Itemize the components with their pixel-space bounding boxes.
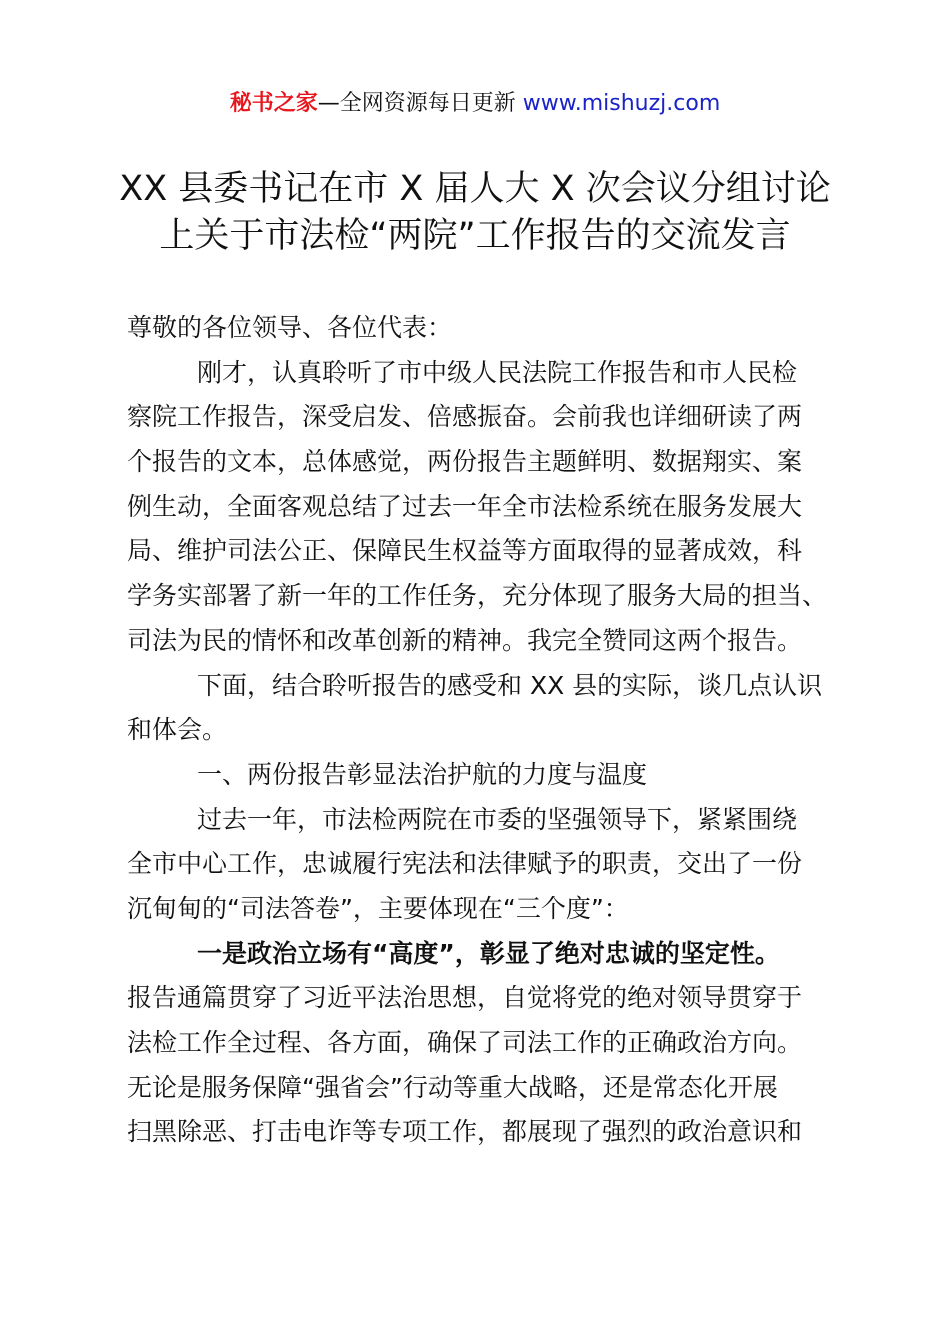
paragraph-line: 沉甸甸的“司法答卷”，主要体现在“三个度”： [127, 893, 629, 923]
document-body [127, 306, 847, 1155]
paragraph-line: 学务实部署了新一年的工作任务，充分体现了服务大局的担当、 [127, 581, 828, 611]
salutation: 尊敬的各位领导、各位代表： [127, 313, 453, 342]
site-url-link[interactable]: www.mishuzj.com [522, 91, 721, 116]
section-heading: 一、两份报告彰显法治护航的力度与温度 [197, 759, 648, 789]
paragraph-line: 局、维护司法公正、保障民生权益等方面取得的显著成效，科 [127, 536, 803, 566]
paragraph-line: 报告通篇贯穿了习近平法治思想，自觉将党的绝对领导贯穿于 [127, 983, 803, 1013]
paragraph-line: 过去一年，市法检两院在市委的坚强领导下，紧紧围绕 [197, 804, 798, 834]
paragraph-line: 无论是服务保障“强省会”行动等重大战略，还是常态化开展 [127, 1072, 778, 1102]
header-tagline: —全网资源每日更新 [317, 91, 523, 116]
paragraph-line: 下面，结合聆听报告的感受和 XX 县的实际，谈几点认识 [197, 670, 823, 700]
paragraph-line: 个报告的文本，总体感觉，两份报告主题鲜明、数据翔实、案 [127, 447, 803, 477]
title-line: 上关于市法检“两院”工作报告的交流发言 [159, 216, 791, 256]
paragraph-line: 和体会。 [127, 715, 228, 745]
paragraph-line: 刚才，认真聆听了市中级人民法院工作报告和市人民检 [197, 357, 798, 387]
paragraph-line: 司法为民的情怀和改革创新的精神。我完全赞同这两个报告。 [127, 625, 803, 655]
paragraph-line: 法检工作全过程、各方面，确保了司法工作的正确政治方向。 [127, 1028, 803, 1057]
title-line: XX 县委书记在市 X 届人大 X 次会议分组讨论 [119, 169, 831, 209]
document-title [0, 166, 950, 260]
brand-name: 秘书之家 [229, 91, 318, 116]
paragraph-line: 例生动，全面客观总结了过去一年全市法检系统在服务发展大 [127, 491, 803, 521]
paragraph-line: 全市中心工作，忠诚履行宪法和法律赋予的职责，交出了一份 [127, 849, 803, 879]
bold-subheading: 一是政治立场有“高度”，彰显了绝对忠诚的坚定性。 [197, 938, 780, 968]
site-header [0, 88, 950, 120]
paragraph-line: 察院工作报告，深受启发、倍感振奋。会前我也详细研读了两 [127, 402, 803, 432]
paragraph-line: 扫黑除恶、打击电诈等专项工作，都展现了强烈的政治意识和 [127, 1117, 803, 1147]
